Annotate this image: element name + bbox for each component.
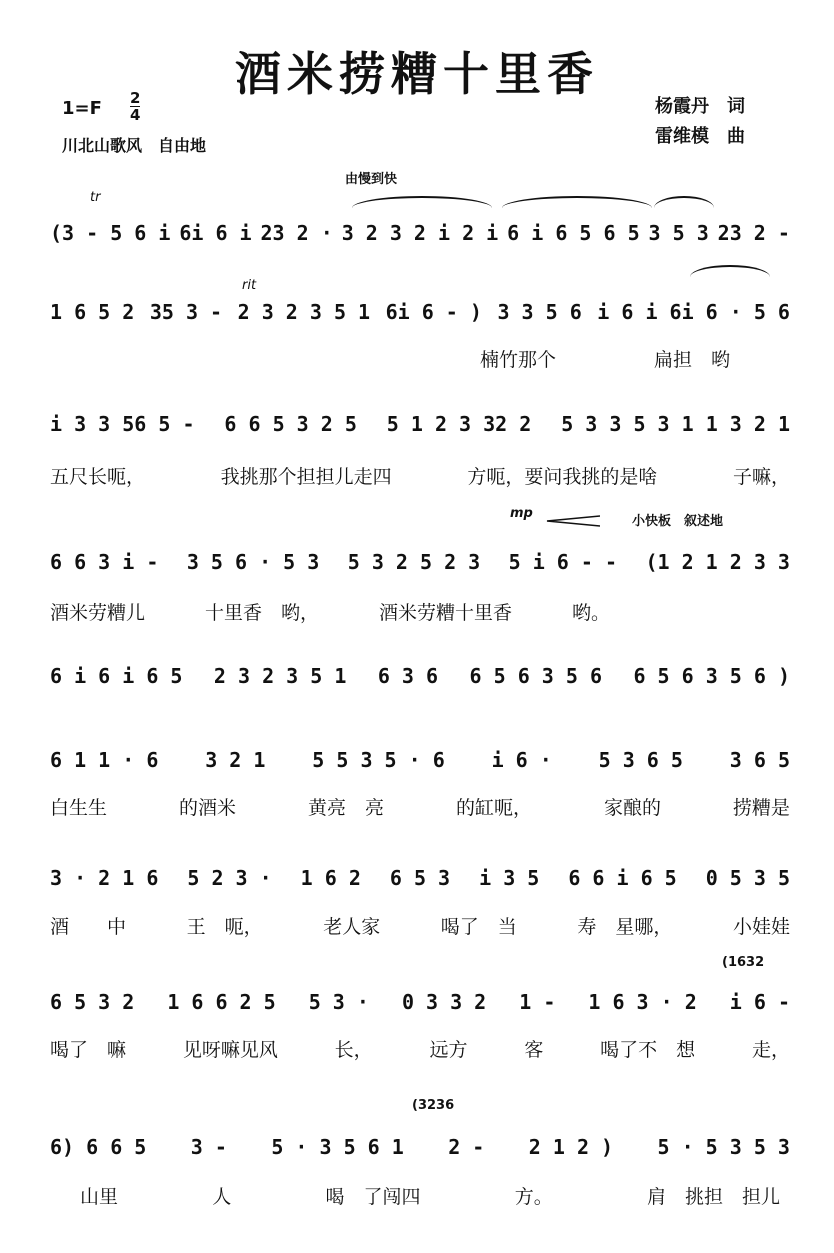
lyric-segment: 家酿的: [603, 797, 661, 819]
measure-4: 6 5 6 3 5 6: [469, 664, 602, 688]
measure-5: 5 3 6 5: [598, 748, 683, 772]
lyric-segment: 走，: [751, 1039, 790, 1061]
measure-4: 5 i 6 - -: [508, 550, 618, 574]
slur-arc: [690, 265, 770, 277]
lyrics-line-2: [480, 345, 730, 372]
ossia-passage-1: (1632: [722, 955, 765, 970]
measure-3: 2 3 2 3 5 1: [237, 300, 371, 324]
lyric-segment: 黄亮 亮: [307, 797, 384, 819]
mp-mark: mp: [510, 506, 533, 521]
lyric-segment: 王 呃，: [186, 916, 263, 938]
lyrics-line-9: [80, 1182, 780, 1209]
measure-6: 3 5 3: [648, 221, 709, 245]
measure-3: 6 3 6: [377, 664, 439, 688]
lyricist-credit: 杨霞丹 词: [655, 96, 745, 117]
lyric-segment: 山里: [80, 1186, 119, 1208]
key-signature: 1=F: [62, 98, 102, 119]
measure-4: i 6 ·: [491, 748, 552, 772]
measure-1: 6 6 3 i -: [50, 550, 159, 574]
measure-5: i 3 5: [479, 866, 540, 890]
measure-1: 3 · 2 1 6: [50, 866, 159, 890]
lyric-segment: 十里香 哟，: [204, 602, 319, 624]
slur-arc: [654, 196, 714, 208]
ossia-passage-2: (3236: [412, 1098, 455, 1113]
lyric-segment: 白生生: [50, 797, 108, 819]
lyrics-line-4: [50, 598, 610, 625]
lyric-segment: 方。: [514, 1186, 553, 1208]
lyric-segment: 见呀嘛见风: [182, 1039, 278, 1061]
measure-3: 1 6 2: [300, 866, 361, 890]
lyrics-line-6: [50, 793, 790, 820]
lyric-segment: 肩 挑担 担儿: [646, 1186, 780, 1208]
measure-2: 5 2 3 ·: [187, 866, 272, 890]
lyric-segment: 方呃，要问我挑的是啥: [467, 466, 658, 488]
lyric-segment: 哟。: [571, 602, 610, 624]
time-signature: [130, 90, 140, 123]
measure-4: 2 -: [448, 1135, 485, 1159]
score-system-8: [50, 990, 790, 1014]
measure-6: i 6 i 6i 6 · 5 6: [597, 300, 790, 324]
measure-6: 6 6 i 6 5: [568, 866, 677, 890]
measure-7: 0 5 3 5: [705, 866, 790, 890]
lyric-segment: 酒米劳糟儿: [50, 602, 146, 624]
lyric-segment: 子嘛，: [732, 466, 790, 488]
measure-7: 23 2 -: [717, 221, 790, 245]
measure-5: (1 2 1 2 3 3: [645, 550, 790, 574]
measure-3: 23 2 ·: [260, 221, 333, 245]
measure-4: 0 3 3 2: [401, 990, 487, 1014]
slur-arc: [502, 196, 652, 208]
measure-7: i 6 -: [729, 990, 790, 1014]
measure-5: 1 -: [519, 990, 556, 1014]
lyrics-line-3: [50, 462, 790, 489]
lyric-segment: 小娃娃: [732, 916, 790, 938]
measure-5: 3 3 5 6: [497, 300, 582, 324]
measure-1: 1 6 5 2: [50, 300, 135, 324]
lyric-segment: 酒 中: [50, 916, 127, 938]
section-tempo-mark: 小快板 叙述地: [632, 514, 724, 529]
lyric-segment: 五尺长呃，: [50, 466, 146, 488]
measure-1: i 3 3 56 5 -: [50, 412, 195, 436]
measure-2: 6 6 5 3 2 5: [224, 412, 357, 436]
score-system-9: [50, 1135, 790, 1159]
lyric-segment: 我挑那个担担儿走四: [220, 466, 392, 488]
measure-3: 5 5 3 5 · 6: [312, 748, 445, 772]
style-marking: 川北山歌风 自由地: [62, 136, 207, 155]
measure-2: 35 3 -: [149, 300, 223, 324]
lyrics-line-7: [50, 912, 790, 939]
lyric-segment: 楠竹那个: [480, 349, 557, 371]
measure-5: 6 i 6 5 6 5: [507, 221, 640, 245]
slur-arc: [352, 196, 492, 208]
lyric-segment: 的酒米: [178, 797, 236, 819]
measure-4: 6i 6 - ): [385, 300, 482, 324]
tempo-change-mark: 由慢到快: [345, 172, 398, 187]
lyric-segment: 酒米劳糟十里香: [378, 602, 512, 624]
song-title: 酒米捞糟十里香: [235, 47, 599, 101]
rit-mark: rit: [242, 278, 257, 293]
measure-6: 3 6 5: [729, 748, 790, 772]
measure-2: 2 3 2 3 5 1: [213, 664, 347, 688]
lyric-segment: 客: [524, 1039, 544, 1061]
measure-6: 5 · 5 3 5 3: [657, 1135, 790, 1159]
measure-3: 5 1 2 3 32 2: [386, 412, 532, 436]
lyric-segment: 长，: [334, 1039, 373, 1061]
score-system-7: [50, 866, 790, 890]
lyric-segment: 喝了 嘛: [50, 1039, 127, 1061]
measure-4: 6 5 3: [389, 866, 451, 890]
measure-1: (3 - 5 6 i: [50, 221, 171, 245]
measure-3: 5 3 ·: [308, 990, 369, 1014]
lyric-segment: 寿 星哪，: [577, 916, 673, 938]
lyric-segment: 喝 了闯四: [325, 1186, 421, 1208]
measure-1: 6) 6 6 5: [50, 1135, 147, 1159]
trill-mark: tr: [90, 190, 101, 205]
measure-1: 6 5 3 2: [50, 990, 135, 1014]
lyric-segment: 远方: [429, 1039, 468, 1061]
measure-1: 6 i 6 i 6 5: [50, 664, 183, 688]
measure-6: 1 6 3 · 2: [588, 990, 697, 1014]
composer-credit: 雷维模 曲: [655, 126, 745, 147]
measure-3: 5 3 2 5 2 3: [347, 550, 481, 574]
lyric-segment: 捞糟是: [732, 797, 790, 819]
measure-2: 3 2 1: [205, 748, 266, 772]
measure-2: 1 6 6 2 5: [167, 990, 276, 1014]
measure-2: 3 5 6 · 5 3: [186, 550, 320, 574]
measure-4: 3 2 3 2 i 2 i: [341, 221, 499, 245]
measure-5: 2 1 2 ): [528, 1135, 614, 1159]
score-system-3: [50, 412, 790, 436]
score-system-5: [50, 664, 790, 688]
score-system-1: [50, 221, 790, 245]
measure-5: 6 5 6 3 5 6 ): [633, 664, 790, 688]
measure-4: 5 3 3 5 3 1 1 3 2 1: [561, 412, 790, 436]
lyric-segment: 老人家: [323, 916, 381, 938]
measure-3: 5 · 3 5 6 1: [271, 1135, 404, 1159]
crescendo-hairpin: [545, 512, 600, 522]
lyric-segment: 的缸呃，: [455, 797, 532, 819]
lyric-segment: 人: [212, 1186, 232, 1208]
lyric-segment: 喝了不 想: [600, 1039, 696, 1061]
measure-2: 3 -: [190, 1135, 227, 1159]
lyric-segment: 喝了 当: [440, 916, 517, 938]
measure-2: 6i 6 i: [179, 221, 252, 245]
lyrics-line-8: [50, 1035, 790, 1062]
crescendo-hairpin-shape: [545, 515, 600, 527]
score-system-6: [50, 748, 790, 772]
measure-1: 6 1 1 · 6: [50, 748, 159, 772]
time-signature-top: 2: [130, 89, 141, 107]
lyric-segment: 扁担 哟: [653, 349, 730, 371]
time-signature-bottom: 4: [130, 106, 141, 124]
score-system-4: [50, 550, 790, 574]
score-system-2: [50, 300, 790, 324]
